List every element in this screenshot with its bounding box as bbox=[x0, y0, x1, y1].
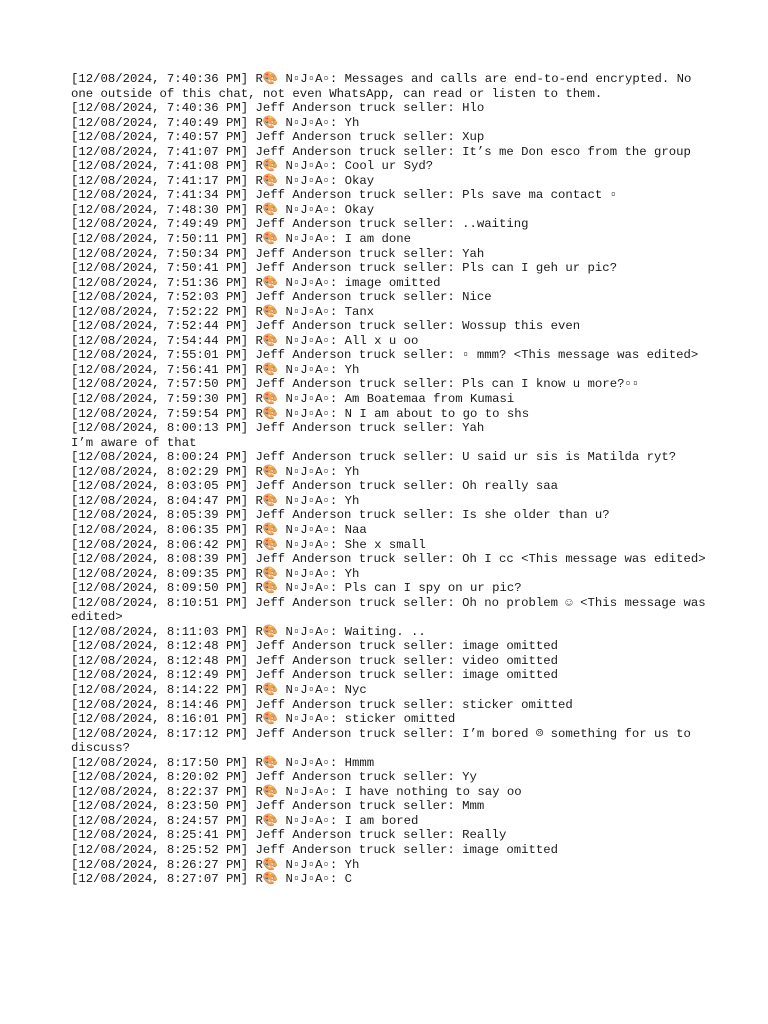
chat-transcript bbox=[71, 72, 714, 887]
chat-message-line: [12/08/2024, 7:41:34 PM] Jeff Anderson truck seller: Pls save ma contact ▫ bbox=[71, 188, 618, 203]
chat-message-line: [12/08/2024, 8:14:46 PM] Jeff Anderson truck seller: sticker omitted bbox=[71, 697, 573, 712]
chat-message-line: [12/08/2024, 7:51:36 PM] R🎨 N▫J▫A▫: image omitted bbox=[71, 275, 441, 290]
chat-message-line: [12/08/2024, 7:41:07 PM] Jeff Anderson truck seller: It’s me Don esco from the group bbox=[71, 144, 691, 159]
chat-message-line: [12/08/2024, 8:27:07 PM] R🎨 N▫J▫A▫: C bbox=[71, 872, 352, 887]
chat-message-line: [12/08/2024, 8:14:22 PM] R🎨 N▫J▫A▫: Nyc bbox=[71, 682, 367, 697]
chat-message-line: [12/08/2024, 8:12:48 PM] Jeff Anderson truck seller: video omitted bbox=[71, 653, 559, 668]
chat-message-line: [12/08/2024, 7:49:49 PM] Jeff Anderson truck seller: ..waiting bbox=[71, 217, 529, 232]
chat-message-line: [12/08/2024, 8:09:50 PM] R🎨 N▫J▫A▫: Pls can I spy on ur pic? bbox=[71, 581, 522, 596]
chat-message-line: [12/08/2024, 7:59:30 PM] R🎨 N▫J▫A▫: Am Boatemaa from Kumasi bbox=[71, 392, 515, 407]
chat-message-line: [12/08/2024, 8:17:50 PM] R🎨 N▫J▫A▫: Hmmm bbox=[71, 755, 375, 770]
chat-message-line: [12/08/2024, 7:40:57 PM] Jeff Anderson truck seller: Xup bbox=[71, 130, 485, 145]
chat-message-line: [12/08/2024, 7:41:08 PM] R🎨 N▫J▫A▫: Cool ur Syd? bbox=[71, 159, 434, 174]
chat-message-line: [12/08/2024, 7:40:36 PM] Jeff Anderson truck seller: Hlo bbox=[71, 101, 485, 116]
chat-message-line: [12/08/2024, 8:12:49 PM] Jeff Anderson truck seller: image omitted bbox=[71, 668, 559, 683]
chat-message-line: [12/08/2024, 7:40:49 PM] R🎨 N▫J▫A▫: Yh bbox=[71, 115, 360, 130]
chat-message-line: [12/08/2024, 7:59:54 PM] R🎨 N▫J▫A▫: N I am about to go to shs bbox=[71, 406, 530, 421]
chat-message-line: [12/08/2024, 8:04:47 PM] R🎨 N▫J▫A▫: Yh bbox=[71, 493, 360, 508]
chat-message-line: [12/08/2024, 8:22:37 PM] R🎨 N▫J▫A▫: I have nothing to say oo bbox=[71, 784, 522, 799]
chat-message-line: [12/08/2024, 8:02:29 PM] R🎨 N▫J▫A▫: Yh bbox=[71, 464, 360, 479]
chat-message-line: [12/08/2024, 7:57:50 PM] Jeff Anderson truck seller: Pls can I know u more?▫▫ bbox=[71, 377, 640, 392]
chat-message-line: [12/08/2024, 8:17:12 PM] Jeff Anderson truck seller: I’m bored ☹ something for us to discuss? bbox=[71, 726, 699, 756]
chat-message-line: [12/08/2024, 8:23:50 PM] Jeff Anderson truck seller: Mmm bbox=[71, 799, 485, 814]
chat-message-line: [12/08/2024, 7:52:03 PM] Jeff Anderson truck seller: Nice bbox=[71, 290, 492, 305]
chat-message-line: [12/08/2024, 8:11:03 PM] R🎨 N▫J▫A▫: Waiting. .. bbox=[71, 624, 426, 639]
chat-message-line: [12/08/2024, 8:00:13 PM] Jeff Anderson truck seller: Yah I’m aware of that bbox=[71, 421, 485, 450]
chat-message-line: [12/08/2024, 7:40:36 PM] R🎨 N▫J▫A▫: Messages and calls are end-to-end encrypted. No one outside of this chat, not even WhatsApp, can read or listen to them. bbox=[71, 72, 699, 101]
chat-message-line: [12/08/2024, 7:55:01 PM] Jeff Anderson truck seller: ▫ mmm? <This message was edited> bbox=[71, 348, 699, 363]
chat-message-line: [12/08/2024, 8:25:41 PM] Jeff Anderson truck seller: Really bbox=[71, 828, 507, 843]
chat-message-line: [12/08/2024, 7:54:44 PM] R🎨 N▫J▫A▫: All x u oo bbox=[71, 333, 419, 348]
chat-message-line: [12/08/2024, 7:48:30 PM] R🎨 N▫J▫A▫: Okay bbox=[71, 202, 375, 217]
chat-message-line: [12/08/2024, 8:26:27 PM] R🎨 N▫J▫A▫: Yh bbox=[71, 857, 360, 872]
chat-message-line: [12/08/2024, 7:52:44 PM] Jeff Anderson truck seller: Wossup this even bbox=[71, 319, 581, 334]
chat-message-line: [12/08/2024, 7:41:17 PM] R🎨 N▫J▫A▫: Okay bbox=[71, 173, 375, 188]
chat-message-line: [12/08/2024, 8:10:51 PM] Jeff Anderson truck seller: Oh no problem ☺ <This message was edited> bbox=[71, 595, 714, 625]
chat-message-line: [12/08/2024, 7:52:22 PM] R🎨 N▫J▫A▫: Tanx bbox=[71, 304, 375, 319]
chat-message-line: [12/08/2024, 8:06:35 PM] R🎨 N▫J▫A▫: Naa bbox=[71, 522, 367, 537]
chat-message-line: [12/08/2024, 8:06:42 PM] R🎨 N▫J▫A▫: She x small bbox=[71, 537, 426, 552]
chat-message-line: [12/08/2024, 8:00:24 PM] Jeff Anderson truck seller: U said ur sis is Matilda ryt? bbox=[71, 450, 677, 465]
chat-message-line: [12/08/2024, 8:16:01 PM] R🎨 N▫J▫A▫: sticker omitted bbox=[71, 712, 456, 727]
chat-message-line: [12/08/2024, 7:50:11 PM] R🎨 N▫J▫A▫: I am done bbox=[71, 232, 412, 247]
chat-message-line: [12/08/2024, 8:25:52 PM] Jeff Anderson truck seller: image omitted bbox=[71, 842, 559, 857]
chat-message-line: [12/08/2024, 8:20:02 PM] Jeff Anderson truck seller: Yy bbox=[71, 770, 477, 785]
chat-message-line: [12/08/2024, 8:08:39 PM] Jeff Anderson truck seller: Oh I cc <This message was edited> bbox=[71, 552, 706, 567]
chat-message-line: [12/08/2024, 8:05:39 PM] Jeff Anderson truck seller: Is she older than u? bbox=[71, 508, 610, 523]
chat-message-line: [12/08/2024, 8:03:05 PM] Jeff Anderson truck seller: Oh really saa bbox=[71, 479, 559, 494]
chat-message-line: [12/08/2024, 7:56:41 PM] R🎨 N▫J▫A▫: Yh bbox=[71, 362, 360, 377]
chat-message-line: [12/08/2024, 8:12:48 PM] Jeff Anderson truck seller: image omitted bbox=[71, 639, 559, 654]
chat-message-line: [12/08/2024, 8:09:35 PM] R🎨 N▫J▫A▫: Yh bbox=[71, 566, 360, 581]
chat-message-line: [12/08/2024, 7:50:41 PM] Jeff Anderson truck seller: Pls can I geh ur pic? bbox=[71, 261, 618, 276]
chat-message-line: [12/08/2024, 8:24:57 PM] R🎨 N▫J▫A▫: I am bored bbox=[71, 813, 419, 828]
chat-message-line: [12/08/2024, 7:50:34 PM] Jeff Anderson truck seller: Yah bbox=[71, 246, 485, 261]
